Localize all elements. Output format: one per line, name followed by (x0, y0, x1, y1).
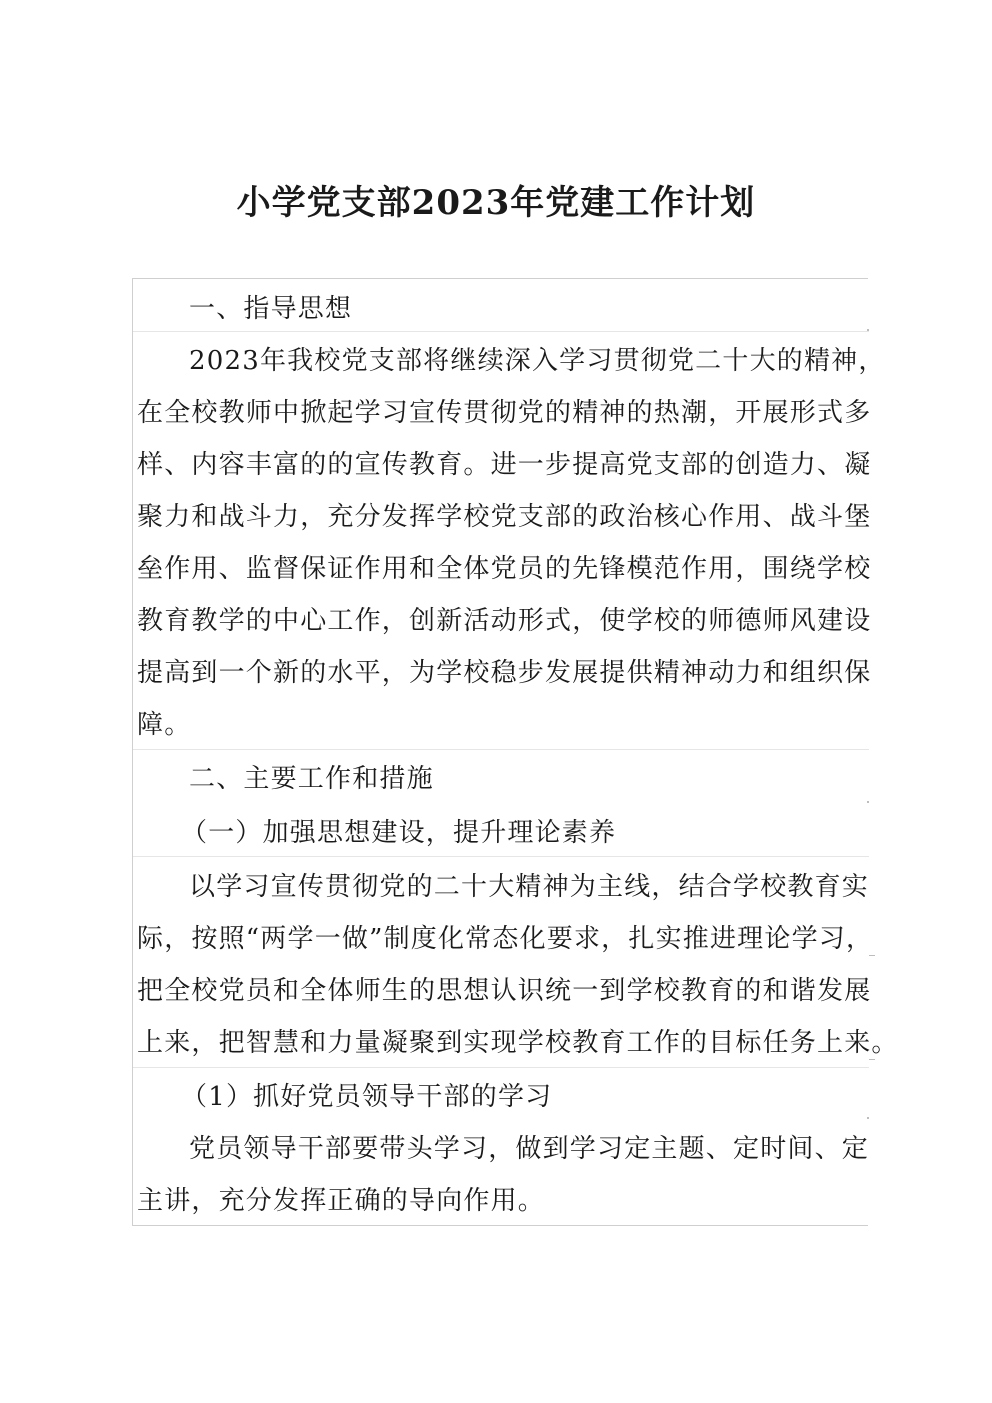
document-title: 小学党支部2023年党建工作计划 (236, 183, 756, 223)
paragraph-line: 际，按照“两学一做”制度化常态化要求，扎实推进理论学习， (137, 924, 874, 954)
paragraph-mark (869, 955, 875, 956)
section-heading: 二、主要工作和措施 (189, 764, 434, 794)
document-body (132, 278, 899, 1226)
paragraph-line: 党员领导干部要带头学习，做到学习定主题、定时间、定 (189, 1134, 870, 1164)
paragraph-line: 2023年我校党支部将继续深入学习贯彻党二十大的精神， (189, 346, 886, 376)
paragraph-line: 在全校教师中掀起学习宣传贯彻党的精神的热潮，开展形式多 (137, 398, 872, 428)
row-divider (133, 1067, 869, 1068)
paragraph-line: 聚力和战斗力，充分发挥学校党支部的政治核心作用、战斗堡 (137, 502, 872, 532)
paragraph-line: 障。 (137, 710, 192, 740)
paragraph-line: 垒作用、监督保证作用和全体党员的先锋模范作用，围绕学校 (137, 554, 872, 584)
row-divider (133, 856, 869, 857)
paragraph-line: 上来，把智慧和力量凝聚到实现学校教育工作的目标任务上来。 (137, 1028, 899, 1058)
paragraph-mark (869, 1059, 875, 1060)
subsection-heading: （1）抓好党员领导干部的学习 (181, 1082, 553, 1112)
paragraph-line: 主讲，充分发挥正确的导向作用。 (137, 1186, 546, 1216)
subsection-heading: （一）加强思想建设，提升理论素养 (181, 818, 617, 848)
row-divider (133, 749, 869, 750)
row-divider (133, 331, 869, 332)
section-heading: 一、指导思想 (189, 294, 353, 324)
paragraph-mark (867, 1117, 869, 1119)
paragraph-line: 提高到一个新的水平，为学校稳步发展提供精神动力和组织保 (137, 658, 872, 688)
paragraph-line: 以学习宣传贯彻党的二十大精神为主线，结合学校教育实 (189, 872, 870, 902)
paragraph-line: 样、内容丰富的的宣传教育。进一步提高党支部的创造力、凝 (137, 450, 872, 480)
paragraph-line: 教育教学的中心工作，创新活动形式，使学校的师德师风建设 (137, 606, 872, 636)
paragraph-mark (867, 801, 869, 803)
paragraph-mark (867, 329, 869, 331)
paragraph-line: 把全校党员和全体师生的思想认识统一到学校教育的和谐发展 (137, 976, 872, 1006)
